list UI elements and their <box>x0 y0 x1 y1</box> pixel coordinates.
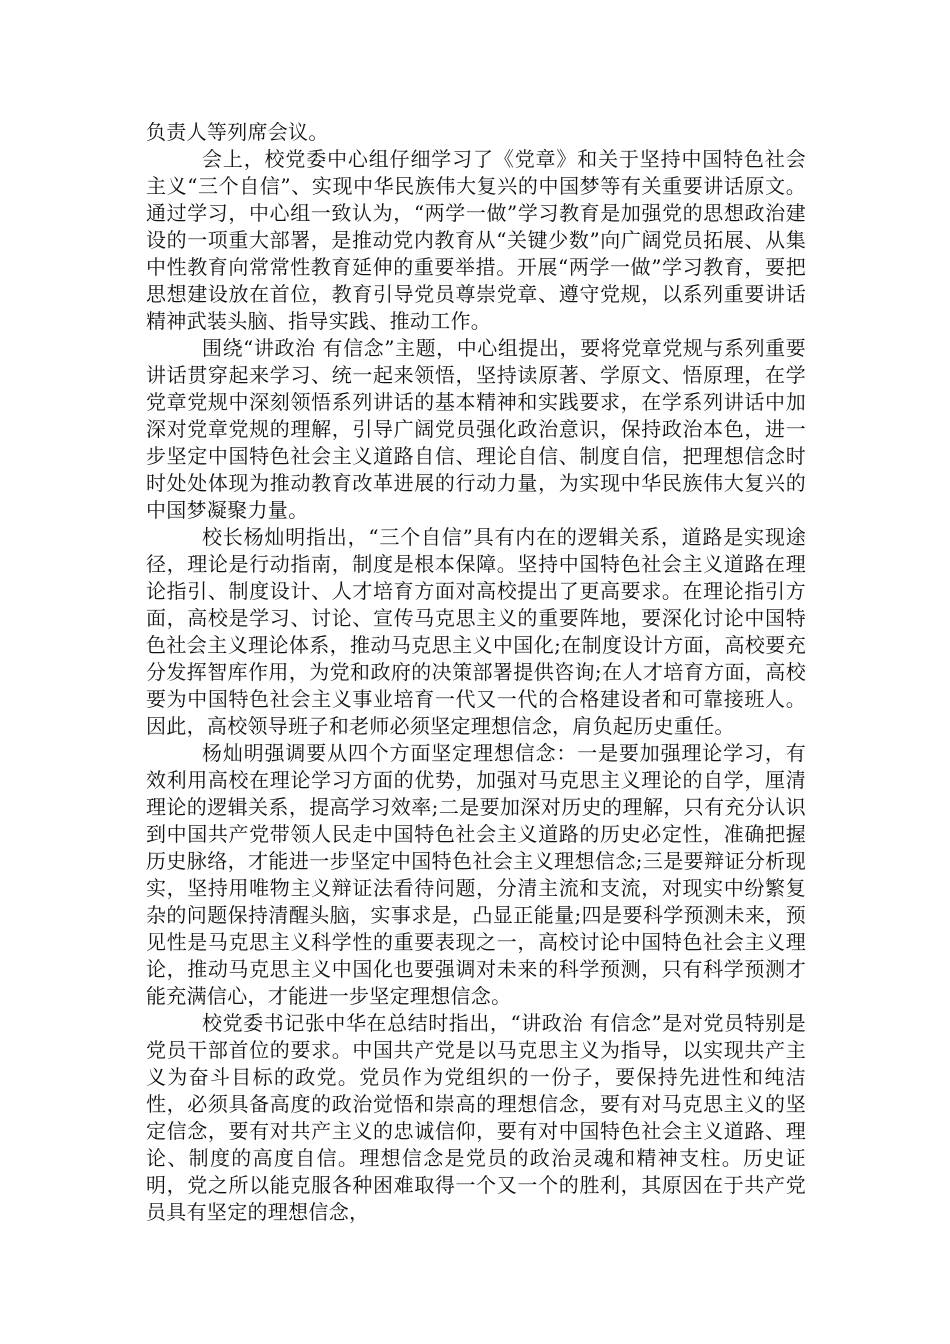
document-page <box>146 119 806 1226</box>
paragraph-continuation: 负责人等列席会议。 <box>146 120 329 144</box>
paragraph-study-session: 会上，校党委中心组仔细学习了《党章》和关于坚持中国特色社会主义“三个自信”、实现中华民族伟大复兴的中国梦等有关重要讲话原文。通过学习，中心组一致认为，“两学一做”学习教育是加强党的思想政治建设的一项重大部署，是推动党内教育从“关键少数”向广阔党员拓展、从集中性教育向常常性教育延伸的重要举措。开展“两学一做”学习教育，要把思想建设放在首位，教育引导党员尊崇党章、遵守党规，以系列重要讲话精神武装头脑、指导实践、推动工作。 <box>146 147 806 333</box>
paragraph-secretary-summary: 校党委书记张中华在总结时指出，“讲政治 有信念”是对党员特别是党员干部首位的要求。中国共产党是以马克思主义为指导，以实现共产主义为奋斗目标的政党。党员作为党组织的一份子，要保持先进性和纯洁性，必须具备高度的政治觉悟和崇高的理想信念，要有对马克思主义的坚定信念，要有对共产主义的忠诚信仰，要有对中国特色社会主义道路、理论、制度的高度自信。理想信念是党员的政治灵魂和精神支柱。历史证明，党之所以能克服各种困难取得一个又一个的胜利，其原因在于共产党员具有坚定的理想信念， <box>146 1011 806 1224</box>
paragraph-four-aspects: 杨灿明强调要从四个方面坚定理想信念：一是要加强理论学习，有效利用高校在理论学习方面的优势，加强对马克思主义理论的自学，厘清理论的逻辑关系，提高学习效率;二是要加深对历史的理解，只有充分认识到中国共产党带领人民走中国特色社会主义道路的历史必定性，准确把握历史脉络，才能进一步坚定中国特色社会主义理想信念;三是要辩证分析现实，坚持用唯物主义辩证法看待问题，分清主流和支流，对现实中纷繁复杂的问题保持清醒头脑，实事求是，凸显正能量;四是要科学预测未来，预见性是马克思主义科学性的重要表现之一，高校讨论中国特色社会主义理论，推动马克思主义中国化也要强调对未来的科学预测，只有科学预测才能充满信心，才能进一步坚定理想信念。 <box>146 741 806 1008</box>
paragraph-president-remarks: 校长杨灿明指出，“三个自信”具有内在的逻辑关系，道路是实现途径，理论是行动指南，制度是根本保障。坚持中国特色社会主义道路在理论指引、制度设计、人才培育方面对高校提出了更高要求。在理论指引方面，高校是学习、讨论、宣传马克思主义的重要阵地，要深化讨论中国特色社会主义理论体系，推动马克思主义中国化;在制度设计方面，高校要充分发挥智库作用，为党和政府的决策部署提供咨询;在人才培育方面，高校要为中国特色社会主义事业培育一代又一代的合格建设者和可靠接班人。因此，高校领导班子和老师必须坚定理想信念，肩负起历史重任。 <box>146 525 806 738</box>
paragraph-theme: 围绕“讲政治 有信念”主题，中心组提出，要将党章党规与系列重要讲话贯穿起来学习、统一起来领悟，坚持读原著、学原文、悟原理，在学党章党规中深刻领悟系列讲话的基本精神和实践要求，在学系列讲话中加深对党章党规的理解，引导广阔党员强化政治意识，保持政治本色，进一步坚定中国特色社会主义道路自信、理论自信、制度自信，把理想信念时时处处体现为推动教育改革进展的行动力量，为实现中华民族伟大复兴的中国梦凝聚力量。 <box>146 336 806 522</box>
